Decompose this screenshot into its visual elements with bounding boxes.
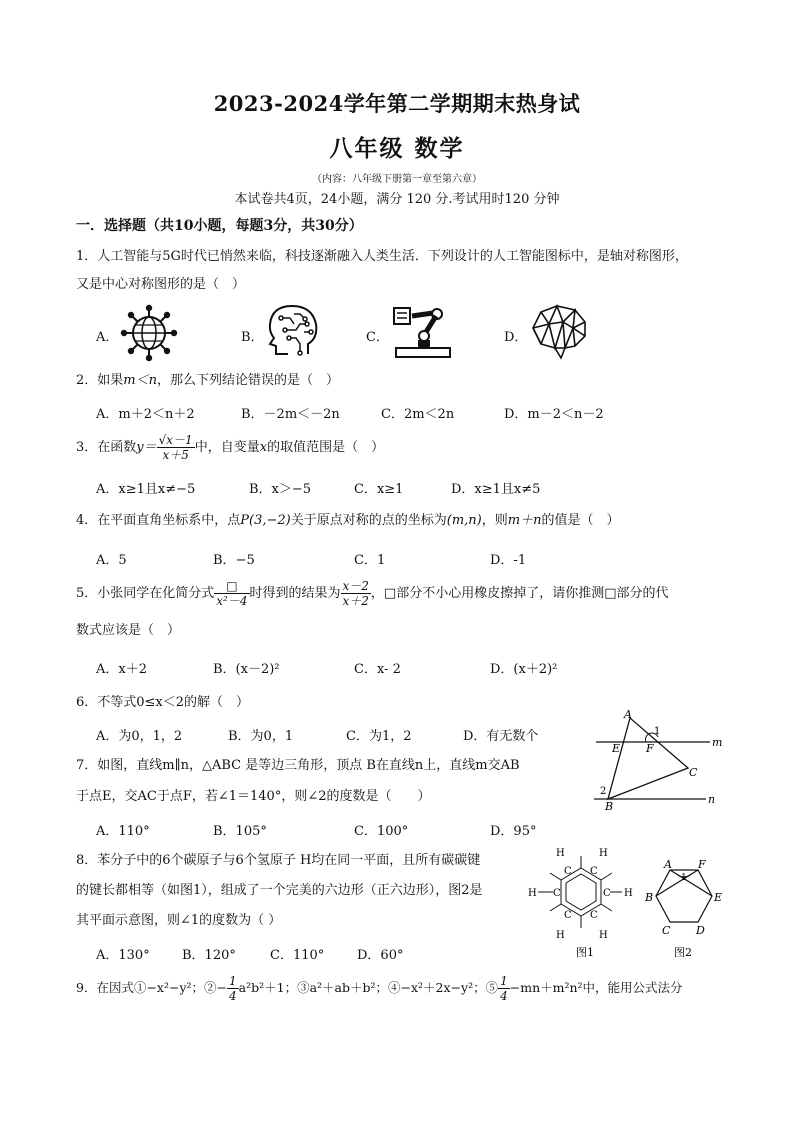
q4-option-d: D．-1 (490, 553, 527, 568)
polygon-brain-icon (527, 302, 591, 362)
label-a: A (624, 708, 632, 721)
atom-h: H (599, 848, 608, 859)
q5-option-a: A．x＋2 (96, 662, 147, 677)
q2-stem-a: 2．如果 (76, 373, 124, 388)
robot-arm-icon (388, 304, 458, 360)
q4-stem-a: 4．在平面直角坐标系中，点 (76, 513, 241, 528)
head-circuit-icon (264, 302, 322, 362)
q4-stem-c: ，则 (481, 513, 508, 528)
q8-option-c: C．110° (270, 948, 325, 963)
q7-option-b: B．105° (213, 824, 267, 839)
atom-h: H (599, 930, 608, 941)
q5-fraction-1 (214, 579, 249, 608)
label-b: B (605, 800, 614, 813)
q8-option-a: A．130° (96, 948, 150, 963)
q3-stem (76, 432, 384, 464)
q9-stem-a: 9．在因式①−x²−y²；②− (76, 980, 228, 995)
angle-1-label: 1 (681, 873, 687, 883)
q5-stem (76, 578, 669, 610)
q6-option-c: C．为1，2 (346, 729, 412, 744)
figure-1-caption: 图1 (576, 946, 594, 959)
q3-option-c: C．x≥1 (354, 482, 404, 497)
atom-c: C (564, 910, 572, 921)
q1-option-a: A． (96, 330, 119, 345)
q4-point: P(3,−2) (240, 513, 291, 528)
q3-fraction (157, 433, 195, 462)
atom-c: C (553, 888, 561, 899)
q6-option-d: D．有无数个 (463, 729, 539, 744)
q7-line1: 7．如图，直线m∥n，△ABC 是等边三角形，顶点 B在直线n上，直线m交AB (76, 758, 520, 773)
label-n: n (708, 793, 716, 806)
q2-option-a: A．m＋2＜n＋2 (96, 407, 195, 422)
q2-option-c: C．2m＜2n (381, 407, 455, 422)
q5-f1-num: □ (214, 579, 249, 594)
atom-h: H (556, 930, 565, 941)
angle-2-label: 2 (600, 786, 607, 797)
exam-scope: （内容：八年级下册第一章至第六章） (312, 174, 482, 185)
q5-stem-a: 5．小张同学在化简分式 (76, 586, 215, 601)
label-f: F (698, 858, 706, 871)
label-e: E (612, 742, 621, 755)
label-m: m (712, 736, 723, 749)
q3-frac-num: √x－1 (158, 433, 193, 447)
q1-line1: 1．人工智能与5G时代已悄然来临，科技逐渐融入人类生活．下列设计的人工智能图标中，是轴对称图形， (76, 249, 688, 264)
atom-h: H (624, 888, 633, 899)
label-f: F (646, 742, 654, 755)
q7-option-a: A．110° (96, 824, 150, 839)
q4-sum: m＋n (507, 513, 542, 528)
q5-f1-den: x²－4 (216, 594, 248, 608)
q9-f1-den: 4 (229, 989, 237, 1003)
q1-option-b: B． (241, 330, 264, 345)
atom-c: C (603, 888, 611, 899)
q9-stem (76, 972, 683, 1004)
q8-line3: 其平面示意图，则∠1的度数为（ ） (76, 913, 282, 928)
q5-f2-num: x－2 (342, 579, 369, 593)
q4-stem (76, 512, 619, 530)
q4-option-b: B．−5 (213, 553, 255, 568)
section-title: 一．选择题（共10小题，每题3分，共30分） (76, 218, 363, 234)
q3-option-a: A．x≥1且x≠−5 (96, 482, 196, 497)
q2-option-b: B．－2m＜－2n (241, 407, 340, 422)
q5-f2-den: x＋2 (342, 594, 369, 608)
q3-stem-c: 的取值范围是（ ） (267, 440, 385, 455)
q3-stem-b: 中，自变量 (194, 440, 260, 455)
triangle-abc (608, 718, 688, 799)
q7-option-c: C．100° (354, 824, 409, 839)
q7-triangle-figure (588, 706, 728, 814)
benzene-figure-1 (528, 840, 634, 962)
q2-math: m＜n (123, 373, 157, 388)
atom-c: C (590, 910, 598, 921)
q6-option-a: A．为0，1，2 (96, 729, 183, 744)
atom-h: H (556, 848, 565, 859)
q3-y: y＝ (136, 440, 157, 455)
figure-2-caption: 图2 (674, 946, 692, 959)
label-c: C (662, 924, 671, 937)
q3-var: x (259, 440, 268, 455)
q2-stem (76, 372, 339, 390)
q4-option-c: C．1 (354, 553, 386, 568)
q4-option-a: A．5 (96, 553, 127, 568)
angle-1-label: 1 (654, 726, 661, 737)
q9-fraction-1 (227, 974, 239, 1003)
q4-stem-b: 关于原点对称的点的坐标为 (290, 513, 447, 528)
globe-virus-icon (118, 304, 180, 362)
q2-option-d: D．m－2＜n－2 (504, 407, 604, 422)
q9-stem-b: a²b²＋1；③a²＋ab＋b²；④−x²＋2x−y²；⑤ (238, 980, 499, 995)
q1-line2: 又是中心对称图形的是（ ） (76, 277, 246, 292)
q8-option-d: D．60° (357, 948, 404, 963)
q7-line2: 于点E，交AC于点F，若∠1＝140°，则∠2的度数是（ ） (76, 789, 431, 804)
q4-stem-d: 的值是（ ） (541, 513, 620, 528)
q7-option-d: D．95° (490, 824, 537, 839)
q9-f2-den: 4 (500, 989, 508, 1003)
q5-fraction-2 (341, 579, 371, 608)
hexagon-figure-2 (640, 856, 730, 962)
q9-f2-num: 1 (500, 974, 508, 988)
q5-option-b: B．(x－2)² (213, 662, 280, 677)
q8-option-b: B．120° (182, 948, 236, 963)
label-b: B (645, 891, 654, 904)
q3-option-d: D．x≥1且x≠5 (451, 482, 541, 497)
q1-option-d: D． (504, 330, 528, 345)
q3-option-b: B．x＞−5 (249, 482, 312, 497)
q9-f1-num: 1 (229, 974, 237, 988)
exam-title: 2023-2024学年第二学期期末热身试 (213, 91, 581, 116)
q5-option-c: C．x- 2 (354, 662, 401, 677)
exam-subject: 八年级 数学 (329, 135, 465, 162)
label-e: E (714, 891, 723, 904)
label-d: D (696, 924, 705, 937)
q9-stem-c: −mn＋m²n²中，能用公式法分 (509, 980, 683, 995)
q8-line1: 8．苯分子中的6个碳原子与6个氢原子 H均在同一平面，且所有碳碳键 (76, 853, 481, 868)
q2-stem-b: ，那么下列结论错误的是（ ） (156, 373, 339, 388)
label-a: A (664, 858, 672, 871)
q9-fraction-2 (498, 974, 510, 1003)
q8-line2: 的键长都相等（如图1），组成了一个完美的六边形（正六边形），图2是 (76, 883, 483, 898)
q4-mn: (m,n) (446, 513, 482, 528)
q5-stem-c: ，□部分不小心用橡皮擦掉了，请你推测□部分的代 (370, 586, 669, 601)
q1-option-c: C． (366, 330, 389, 345)
q5-option-d: D．(x＋2)² (490, 662, 558, 677)
atom-c: C (590, 866, 598, 877)
q5-stem-b: 时得到的结果为 (249, 586, 341, 601)
exam-info: 本试卷共4页，24小题，满分 120 分.考试用时120 分钟 (234, 192, 560, 207)
q6-option-b: B．为0，1 (228, 729, 294, 744)
q3-frac-den: x＋5 (162, 448, 189, 462)
atom-c: C (564, 866, 572, 877)
label-c: C (689, 766, 698, 779)
q5-line2: 数式应该是（ ） (76, 623, 181, 638)
atom-h: H (528, 888, 537, 899)
q3-stem-a: 3．在函数 (76, 440, 137, 455)
q6-stem: 6．不等式0≤x＜2的解（ ） (76, 695, 250, 710)
